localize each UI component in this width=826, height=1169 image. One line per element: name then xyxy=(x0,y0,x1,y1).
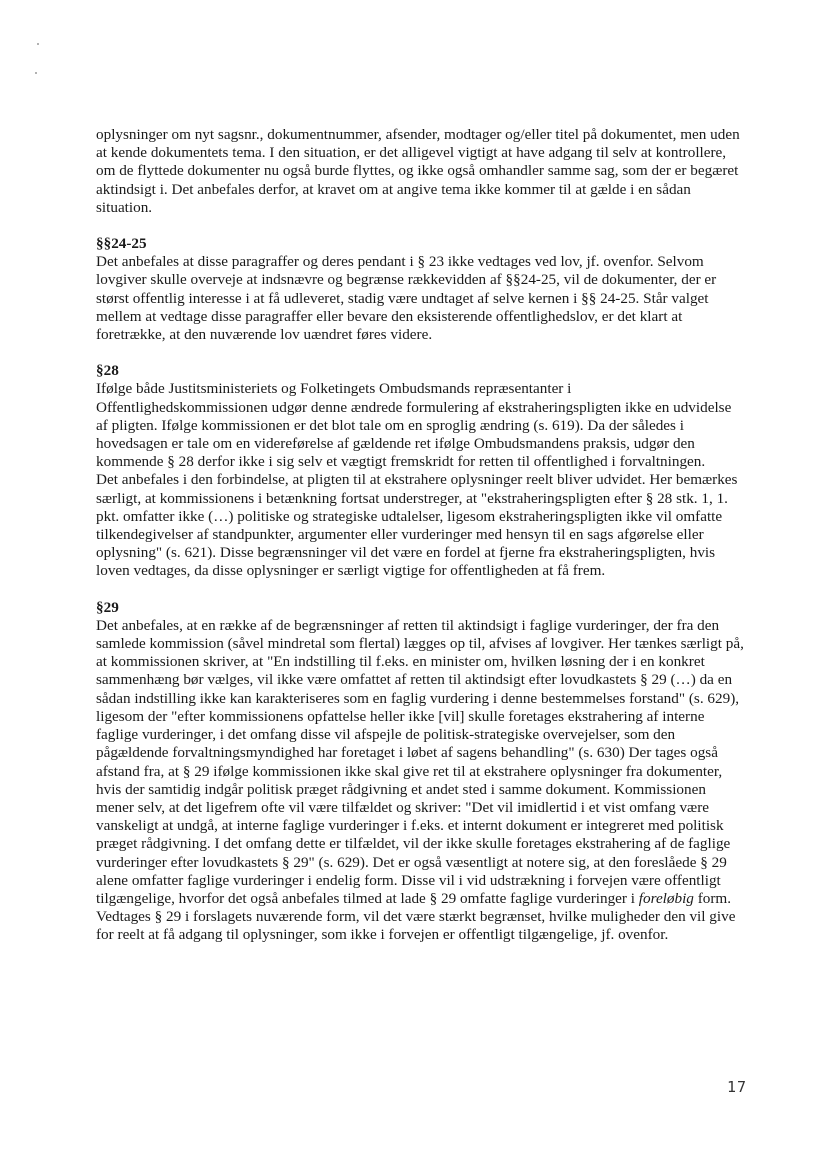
section-29 xyxy=(96,599,746,945)
scan-speck xyxy=(35,72,37,74)
section-heading: §29 xyxy=(96,598,119,616)
section-heading: §§24-25 xyxy=(96,235,147,253)
document-body xyxy=(96,126,746,945)
section-paragraph-text: form. Vedtages § 29 i forslagets nuværende form, vil det være stærkt begrænset, hvilke muligheder den vil give for reelt at få adgang til oplysninger, som ikke i forvejen er offentligt tilgængelige, jf. ovenfor. xyxy=(96,889,736,944)
section-paragraph xyxy=(96,617,746,945)
section-paragraph: Ifølge både Justitsministeriets og Folketingets Ombudsmands repræsentanter i Offentlighedskommissionen udgør denne ændrede formulering af ekstraheringspligten ikke en udvidelse af pligten. Ifølge kommissionen er det blot tale om en sproglig ændring (s. 619). Da der således i hovedsagen er tale om en videreførelse af gældende ret ifølge Ombudsmandens praksis, udgør den kommende § 28 derfor ikke i sig selv et vægtigt fremskridt for retten til offentlighed i forvaltningen. xyxy=(96,380,732,471)
section-24-25 xyxy=(96,235,746,344)
section-paragraph: Det anbefales i den forbindelse, at pligten til at ekstrahere oplysninger reelt bliver udvidet. Her bemærkes særligt, at kommissionens i betænkning fortsat understreger, at "ekstraheringspligten efter § 28 stk. 1, 1. pkt. omfatter ikke (…) politiske og strategiske udtalelser, ligesom ekstraheringspligten ikke vil omfatte tilkendegivelser af standpunkter, argumenter eller vurderinger med hensyn til en sags afgørelse eller oplysning" (s. 621). Disse begrænsninger vil det være en fordel at fjerne fra ekstraheringspligten, hvis loven vedtages, da disse oplysninger er særligt vigtige for offentligheden at få frem. xyxy=(96,471,738,580)
intro-paragraph: oplysninger om nyt sagsnr., dokumentnummer, afsender, modtager og/eller titel på dokumentet, men uden at kende dokumentets tema. I den situation, er det alligevel vigtigt at have adgang til selv at kontrollere, om de flyttede dokumenter nu også burde flyttes, og ikke også omhandler samme sag, som der er begæret aktindsigt i. Det anbefales derfor, at kravet om at angive tema ikke kommer til at gælde i en sådan situation. xyxy=(96,126,740,216)
page-number: 17 xyxy=(726,1078,747,1096)
section-paragraph-text: Det anbefales, at en række af de begrænsninger af retten til aktindsigt i faglige vurderinger, der fra den samlede kommission (såvel mindretal som flertal) lægges op til, afvises af lovgiver. Her tænkes særligt på, at kommissionen skriver, at "En indstilling til f.eks. en minister om, hvilken løsning der i en konkret sammenhæng bør vælges, vil ikke være omfattet af retten til aktindsigt efter lovudkastets § 29 (…) da en sådan indstilling ikke kan karakteriseres som en faglig vurdering i denne bestemmelses forstand" (s. 629), ligesom der "efter kommissionens opfattelse heller ikke [vil] skulle foretages ekstrahering af interne faglige vurderinger, i det omfang disse vil afspejle de politisk-strategiske overvejelser, som den pågældende forvaltningsmyndighed har foretaget i løbet af sagens behandling" (s. 630) Der tages også afstand fra, at § 29 ifølge kommissionen ikke skal give ret til at ekstrahere oplysninger fra dokumenter, hvis der samtidig indgår politisk præget rådgivning et andet sted i samme dokument. Kommissionen mener selv, at det ligefrem ofte vil være tilfældet og skriver: "Det vil imidlertid i et vist omfang være vanskeligt at undgå, at interne faglige vurderinger i f.eks. et internt dokument er integreret med politisk præget rådgivning. I det omfang dette er tilfældet, vil der ikke skulle foretages ekstrahering af de faglige vurderinger efter lovudkastets § 29" (s. 629). Det er også væsentligt at notere sig, at den foreslåede § 29 alene omfatter faglige vurderinger i endelig form. Disse vil i vid udstrækning i forvejen være offentligt tilgængelige, hvorfor det også anbefales tilmed at lade § 29 omfatte faglige vurderinger i xyxy=(96,616,744,907)
section-heading: §28 xyxy=(96,362,119,380)
scan-speck xyxy=(37,43,39,45)
section-28 xyxy=(96,362,746,580)
section-paragraph: Det anbefales at disse paragraffer og deres pendant i § 23 ikke vedtages ved lov, jf. ovenfor. Selvom lovgiver skulle overveje at indsnævre og begrænse rækkevidden af §§24-25, vil de dokumenter, der er størst offentlig interesse i at få udleveret, stadig være undtaget af selve kernen i §§ 24-25. Står valget mellem at vedtage disse paragraffer eller bevare den eksisterende offentlighedslov, er det klart at foretrække, at den nuværende lov uændret føres videre. xyxy=(96,253,717,344)
italic-emphasis: foreløbig xyxy=(638,889,694,907)
